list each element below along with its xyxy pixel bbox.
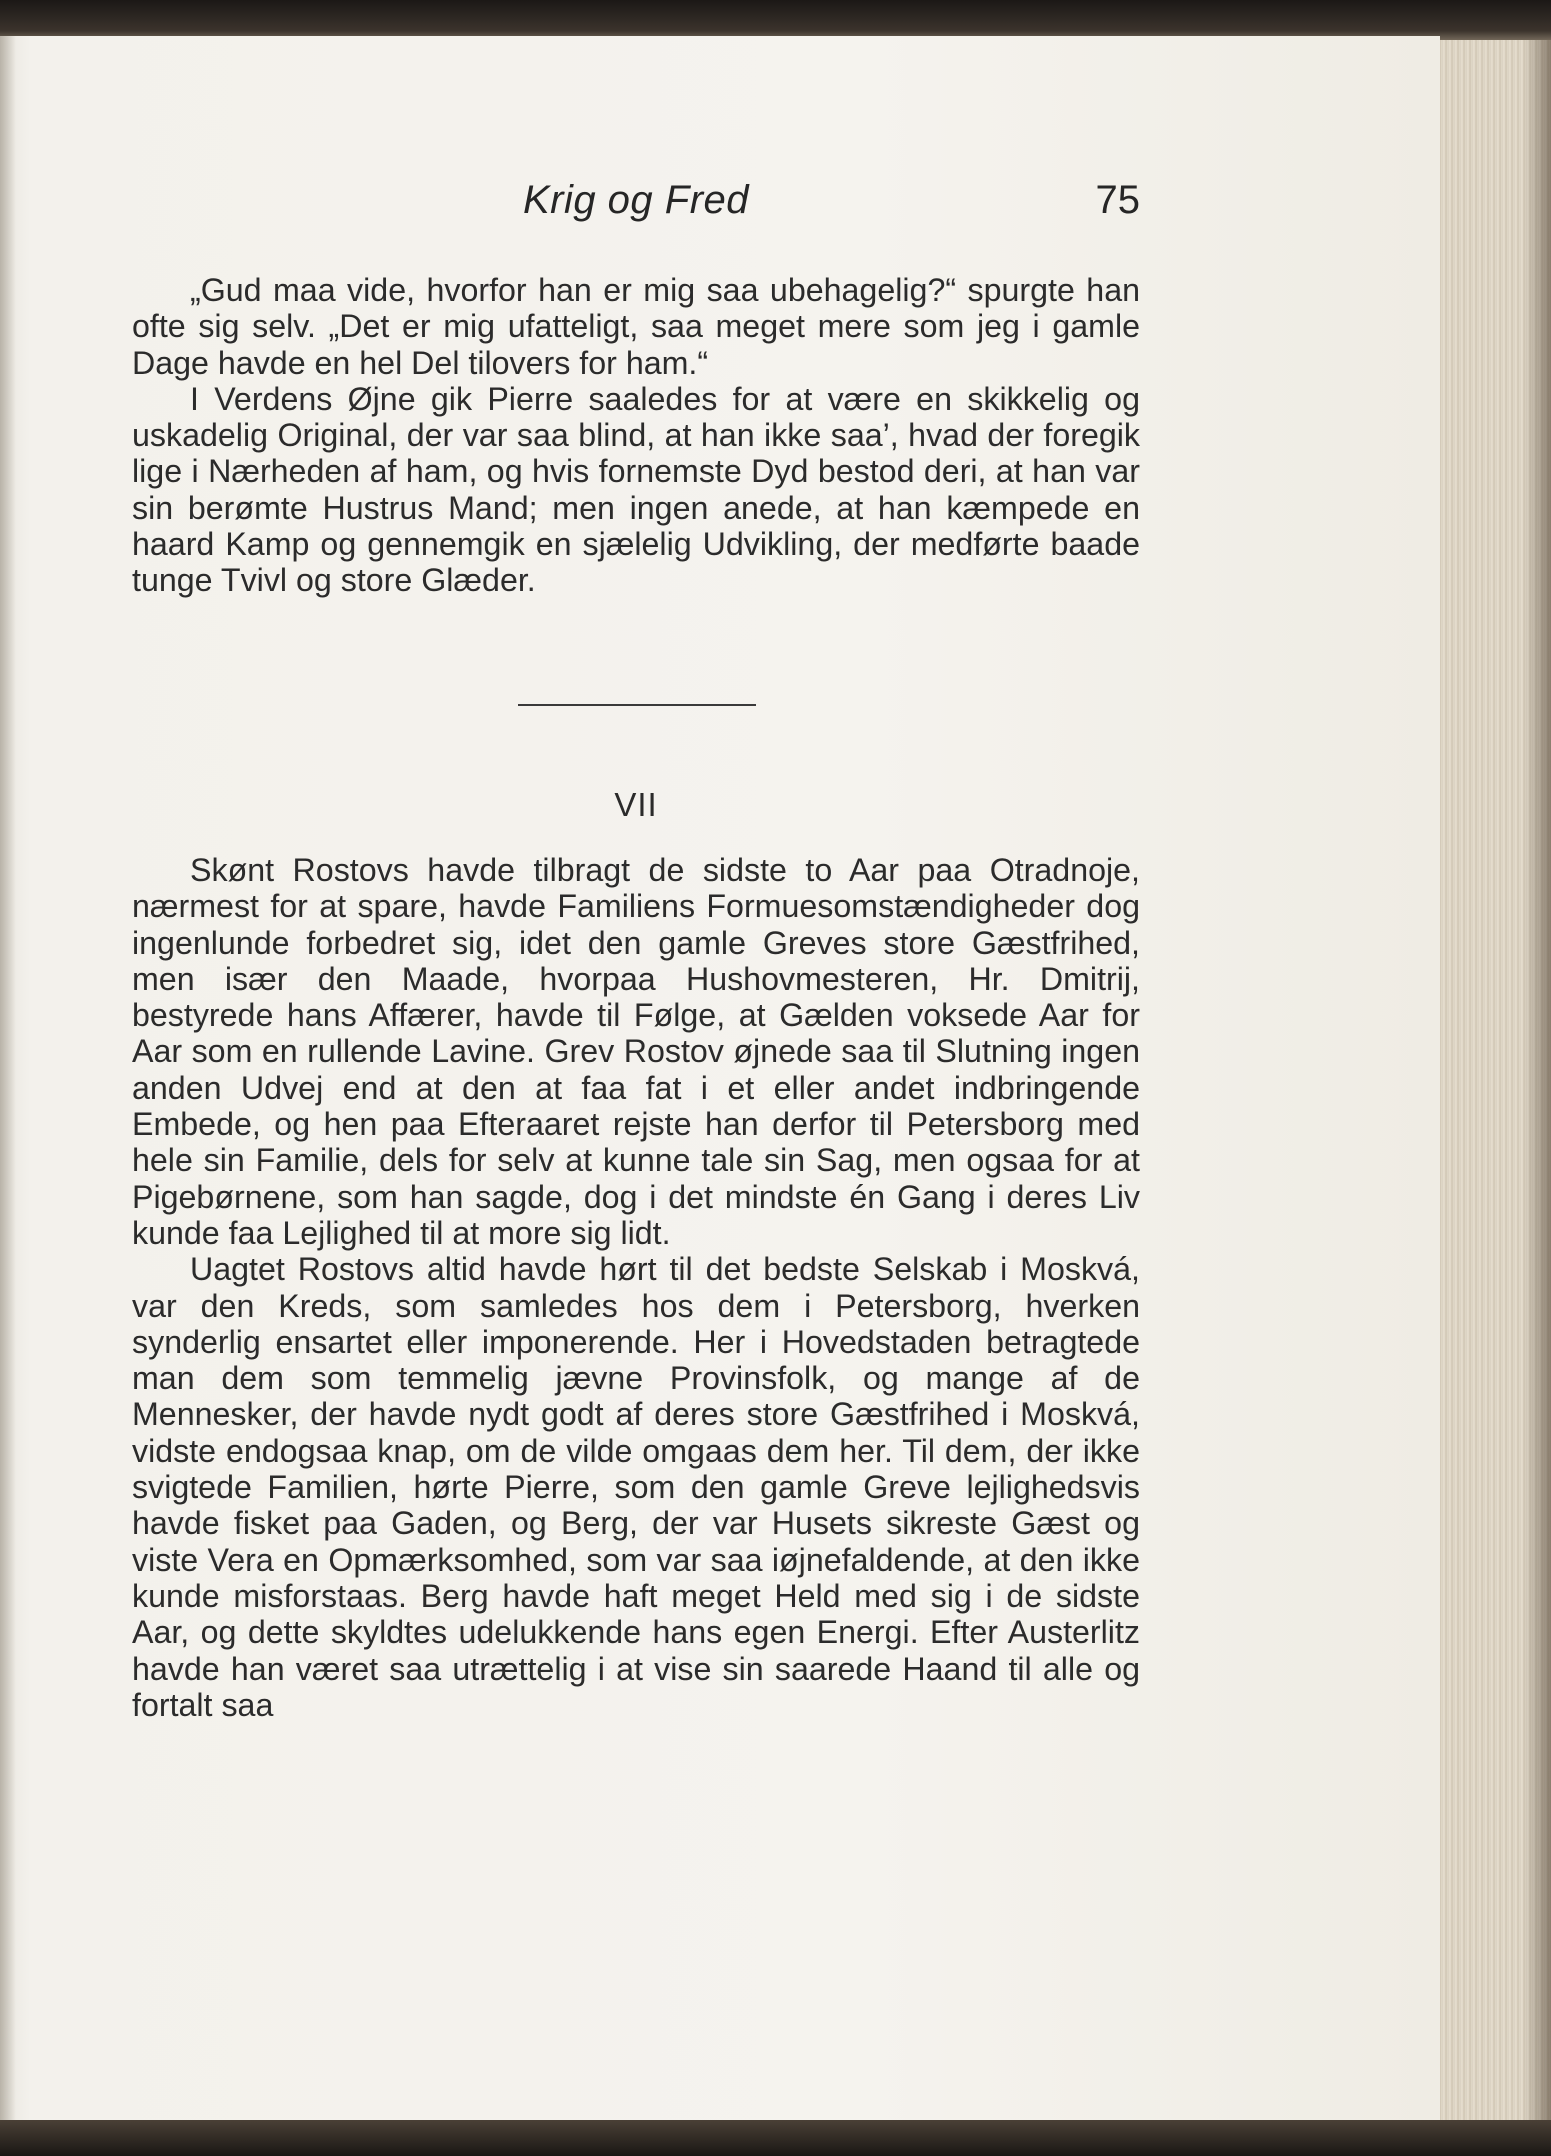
- paragraph: „Gud maa vide, hvorfor han er mig saa ubehagelig?“ spurgte han ofte sig selv. „Det er mig ufatteligt, saa meget mere som jeg i gamle Dage havde en hel Del tilovers for ham.“: [132, 272, 1140, 381]
- text-block-before-chapter: [132, 272, 1140, 599]
- paragraph: Uagtet Rostovs altid havde hørt til det bedste Selskab i Moskvá, var den Kreds, som samledes hos dem i Petersborg, hverken synderlig ensartet eller imponerende. Her i Hovedstaden betragtede man dem som temmelig jævne Provinsfolk, og mange af de Mennesker, der havde nydt godt af deres store Gæstfrihed i Moskvá, vidste endogsaa knap, om de vilde omgaas dem her. Til dem, der ikke svigtede Familien, hørte Pierre, som den gamle Greve lejlighedsvis havde fisket paa Gaden, og Berg, der var Husets sikreste Gæst og viste Vera en Opmærksomhed, som var saa iøjnefaldende, at den ikke kunde misforstaas. Berg havde haft meget Held med sig i de sidste Aar, og dette skyldtes udelukkende hans egen Energi. Efter Austerlitz havde han været saa utrættelig i at vise sin saarede Haand til alle og fortalt saa: [132, 1251, 1140, 1723]
- text-block-after-chapter: [132, 852, 1140, 1723]
- page-gutter-shadow: [0, 36, 16, 2122]
- page-stack-edge: [1434, 40, 1551, 2130]
- paragraph: Skønt Rostovs havde tilbragt de sidste to Aar paa Otradnoje, nærmest for at spare, havde Familiens Formuesomstændigheder dog ingenlunde forbedret sig, idet den gamle Greves store Gæstfrihed, men især den Maade, hvorpaa Hushovmesteren, Hr. Dmitrij, bestyrede hans Affærer, havde til Følge, at Gælden voksede Aar for Aar som en rullende Lavine. Grev Rostov øjnede saa til Slutning ingen anden Udvej end at den at faa fat i et eller andet indbringende Embede, og hen paa Efteraaret rejste han derfor til Petersborg med hele sin Familie, dels for selv at kunne tale sin Sag, men ogsaa for at Pigebørnene, som han sagde, dog i det mindste én Gang i deres Liv kunde faa Lejlighed til at more sig lidt.: [132, 852, 1140, 1251]
- running-title: Krig og Fred: [522, 178, 750, 222]
- section-divider-rule: [518, 704, 756, 706]
- page-number: 75: [1095, 178, 1140, 222]
- chapter-heading: VII: [614, 786, 658, 823]
- book-bottom-edge: [0, 2120, 1551, 2156]
- page-header: [132, 178, 1140, 228]
- paragraph: I Verdens Øjne gik Pierre saaledes for at være en skikkelig og uskadelig Original, der var saa blind, at han ikke saa’, hvad der foregik lige i Nærheden af ham, og hvis fornemste Dyd bestod deri, at han var sin berømte Hustrus Mand; men ingen anede, at han kæmpede en haard Kamp og gennemgik en sjælelig Udvikling, der medførte baade tunge Tvivl og store Glæder.: [132, 380, 1140, 599]
